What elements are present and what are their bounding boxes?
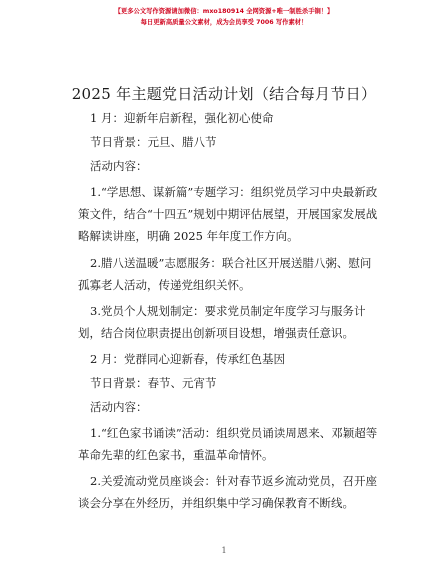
banner-line-2: 每日更新高质量公文素材，成为会员享受 7006 写作素材！ (140, 19, 308, 26)
month1-background: 节日背景：元旦、腊八节 (90, 135, 217, 149)
month2-background: 节日背景：春节、元宵节 (90, 376, 217, 390)
page-number: 1 (221, 546, 227, 555)
month2-item2-line1: 2.关爱流动党员座谈会：针对春节返乡流动党员，召开座 (90, 474, 377, 488)
month2-content-label: 活动内容： (90, 400, 148, 414)
month1-item3-line2: 划，结合岗位职责提出创新项目设想，增强责任意识。 (78, 326, 354, 340)
month1-item1-line2: 策文件，结合“十四五”规划中期评估展望，开展国家发展战 (78, 207, 378, 221)
month1-item2-line1: 2.腊八送温暖”志愿服务：联合社区开展送腊八粥、慰问 (90, 256, 372, 270)
month2-item1-line2: 革命先辈的红色家书，重温革命情怀。 (78, 448, 274, 462)
header-banner (0, 6, 448, 28)
month1-item2-line2: 孤寡老人活动，传递党组织关怀。 (78, 278, 251, 292)
month1-item1-line1: 1.“学思想、谋新篇”专题学习：组织党员学习中央最新政 (90, 185, 378, 199)
document-title: 2025 年主题党日活动计划（结合每月节日） (71, 85, 377, 103)
month1-heading: 1 月：迎新年启新程，强化初心使命 (90, 111, 274, 125)
month1-content-label: 活动内容： (90, 159, 148, 173)
month1-item1-line3: 略解读讲座，明确 2025 年年度工作方向。 (78, 229, 299, 243)
month2-heading: 2 月：党群同心迎新春，传承红色基因 (90, 352, 285, 366)
month1-item3-line1: 3.党员个人规划制定：要求党员制定年度学习与服务计 (90, 304, 366, 318)
month2-item2-line2: 谈会分享在外经历，并组织集中学习确保教育不断线。 (78, 496, 354, 510)
banner-line-1: 【更多公文写作资源请加微信：mxo180914 全网资源+唯一制胜杀手锏！】 (114, 8, 334, 15)
month2-item1-line1: 1.“红色家书诵读”活动：组织党员诵读周恩来、邓颖超等 (90, 426, 378, 440)
